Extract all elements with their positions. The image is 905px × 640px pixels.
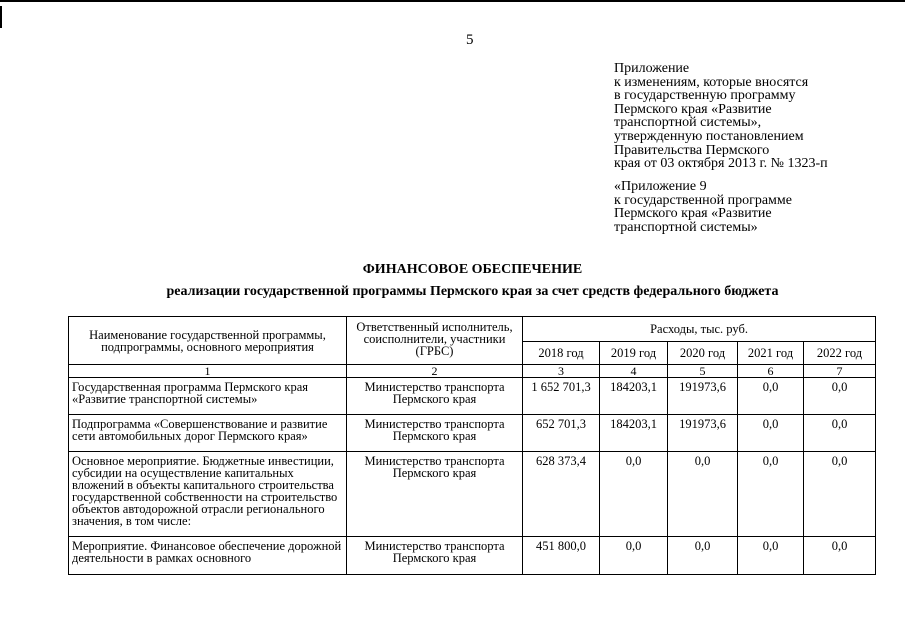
annex-line: Приложение [614,61,690,76]
annex-line: утвержденную постановлением [614,128,804,144]
table-row [69,378,876,415]
column-number-row [69,365,876,378]
row-value: 0,0 [804,452,876,537]
header-expenses: Расходы, тыс. руб. [523,317,876,342]
header-name: Наименование государственной программы, подпрограммы, основного мероприятия [69,317,347,365]
row-value: 0,0 [738,415,804,452]
row-value: 0,0 [668,537,738,575]
row-value: 0,0 [804,378,876,415]
row-value: 184203,1 [600,378,668,415]
row-name: Основное мероприятие. Бюджетные инвестиции, субсидии на осуществление капитальных вложений в объекты капитального строительства государственной собственности на строительство объектов автодорожной отрасли регионального значения, в том числе: [69,452,347,537]
annex-line: к изменениям, которые вносятся [614,74,809,90]
row-executor: Министерство транспорта Пермского края [347,415,523,452]
row-value: 0,0 [600,452,668,537]
header-year: 2021 год [738,342,804,365]
annex-line: Правительства Пермского [614,142,770,158]
annex-line: транспортной системы» [614,219,758,235]
row-executor: Министерство транспорта Пермского края [347,537,523,575]
header-year: 2018 год [523,342,600,365]
annex-9-block [614,180,904,234]
scan-left-mark [0,6,2,28]
row-value: 0,0 [738,378,804,415]
document-title: ФИНАНСОВОЕ ОБЕСПЕЧЕНИЕ [362,262,583,277]
column-number: 6 [738,365,804,378]
annex-line: Пермского края «Развитие [614,206,772,222]
row-executor: Министерство транспорта Пермского края [347,452,523,537]
table-row [69,415,876,452]
row-value: 191973,6 [668,415,738,452]
header-executor: Ответственный исполнитель, соисполнители, участники (ГРБС) [347,317,523,365]
annex-line: транспортной системы», [614,115,762,131]
column-number: 3 [523,365,600,378]
row-value: 0,0 [668,452,738,537]
row-name: Подпрограмма «Совершенствование и развитие сети автомобильных дорог Пермского края» [69,415,347,452]
annex-line: края от 03 октября 2013 г. № 1323-п [614,156,828,172]
row-value: 0,0 [600,537,668,575]
column-number: 1 [69,365,347,378]
header-year: 2022 год [804,342,876,365]
table-row [69,537,876,575]
column-number: 7 [804,365,876,378]
annex-line: Пермского края «Развитие [614,101,772,117]
annex-line: «Приложение 9 [614,179,707,194]
column-number: 4 [600,365,668,378]
scan-top-border [0,0,905,2]
row-name: Мероприятие. Финансовое обеспечение дорожной деятельности в рамках основного [69,537,347,575]
document-subtitle: реализации государственной программы Пермского края за счет средств федерального бюджета [166,284,779,299]
row-value: 628 373,4 [523,452,600,537]
row-value: 1 652 701,3 [523,378,600,415]
column-number: 2 [347,365,523,378]
column-number: 5 [668,365,738,378]
table-header-row [69,317,876,342]
row-value: 0,0 [804,537,876,575]
annex-line: в государственную программу [614,88,796,104]
financing-table [68,316,876,575]
row-value: 652 701,3 [523,415,600,452]
annex-block [614,62,904,171]
row-executor: Министерство транспорта Пермского края [347,378,523,415]
header-year: 2019 год [600,342,668,365]
row-value: 0,0 [738,537,804,575]
row-value: 451 800,0 [523,537,600,575]
page-number: 5 [466,32,474,48]
row-value: 0,0 [804,415,876,452]
row-name: Государственная программа Пермского края «Развитие транспортной системы» [69,378,347,415]
table-row [69,452,876,537]
row-value: 184203,1 [600,415,668,452]
header-year: 2020 год [668,342,738,365]
annex-line: к государственной программе [614,192,792,208]
row-value: 191973,6 [668,378,738,415]
row-value: 0,0 [738,452,804,537]
